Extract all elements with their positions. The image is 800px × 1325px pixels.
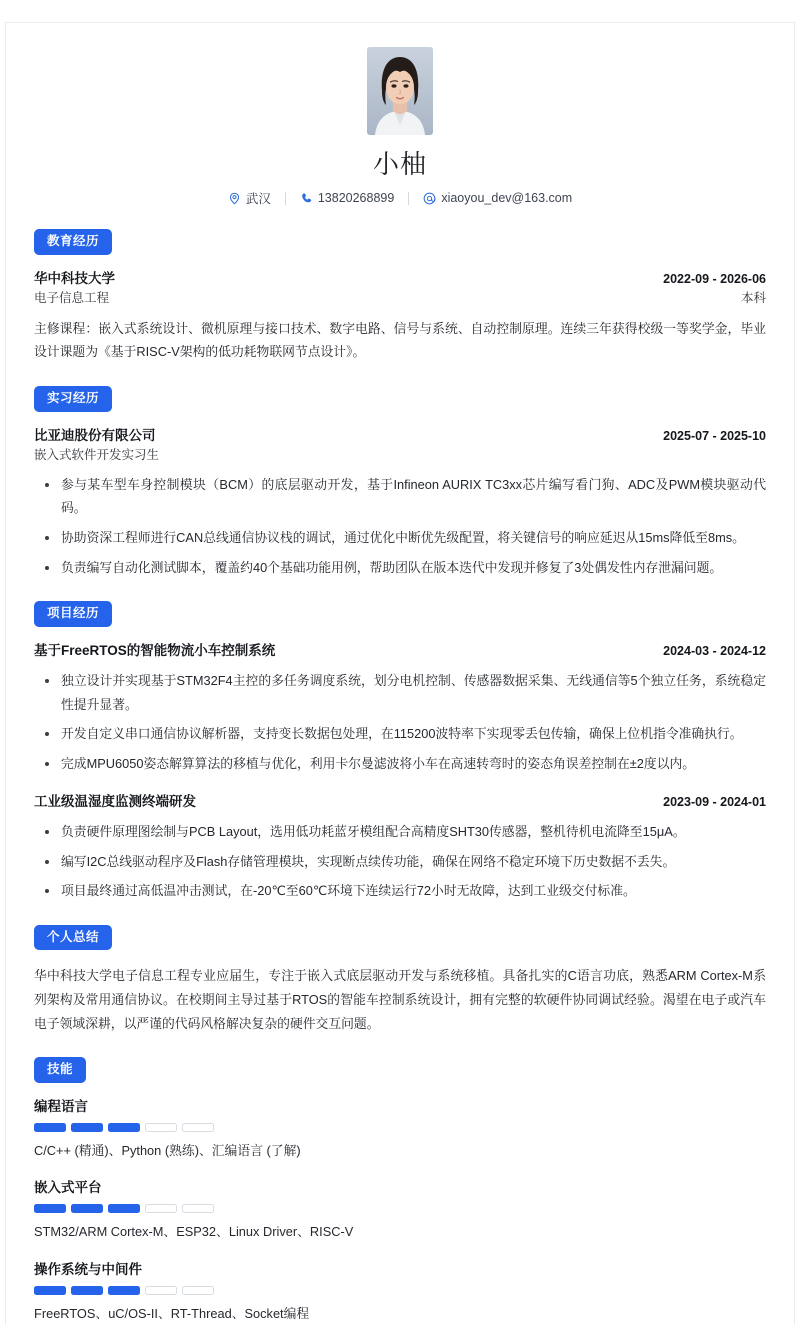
skill-segment-filled	[108, 1204, 140, 1213]
skill-segment-filled	[108, 1286, 140, 1295]
skill-segment-filled	[108, 1123, 140, 1132]
education-entry	[34, 269, 766, 364]
section-badge-projects: 项目经历	[34, 601, 112, 627]
education-degree: 本科	[740, 290, 766, 305]
list-item: 完成MPU6050姿态解算算法的移植与优化，利用卡尔曼滤波将小车在高速转弯时的姿态角误差控制在±2度以内。	[34, 752, 766, 776]
resume-page	[5, 22, 795, 1325]
project-entry	[34, 641, 766, 776]
contact-bar	[34, 189, 766, 207]
skill-segment-filled	[71, 1123, 103, 1132]
section-skills	[34, 1057, 766, 1324]
list-item: 参与某车型车身控制模块（BCM）的底层驱动开发，基于Infineon AURIX TC3xx芯片编写看门狗、ADC及PWM模块驱动代码。	[34, 473, 766, 520]
skill-rating	[34, 1204, 766, 1213]
section-education	[34, 229, 766, 364]
internship-entry	[34, 426, 766, 580]
skill-name: 嵌入式平台	[34, 1180, 102, 1196]
education-major: 电子信息工程	[34, 290, 110, 305]
contact-phone-text: 13820268899	[317, 191, 395, 206]
section-summary	[34, 925, 766, 1036]
project-bullets	[34, 820, 766, 903]
list-item: 协助资深工程师进行CAN总线通信协议栈的调试，通过优化中断优先级配置，将关键信号的响应延迟从15ms降低至8ms。	[34, 526, 766, 550]
contact-email-text: xiaoyou_dev@163.com	[441, 191, 573, 206]
internship-bullets	[34, 473, 766, 580]
project-date: 2023-09 - 2024-01	[663, 794, 766, 809]
skill-name: 编程语言	[34, 1098, 88, 1114]
section-projects	[34, 601, 766, 903]
contact-email	[409, 191, 586, 205]
skill-segment-filled	[34, 1286, 66, 1295]
skill-segment-filled	[71, 1286, 103, 1295]
project-date: 2024-03 - 2024-12	[663, 643, 766, 658]
summary-text: 华中科技大学电子信息工程专业应届生，专注于嵌入式底层驱动开发与系统移植。具备扎实的C语言功底，熟悉ARM Cortex-M系列架构及常用通信协议。在校期间主导过基于RTOS的智能车控制系统设计，拥有完整的软硬件协同调试经验。渴望在电子或汽车电子领域深耕，以严谨的代码风格解决复杂的硬件交互问题。	[34, 968, 766, 1031]
skill-segment-empty	[182, 1204, 214, 1213]
skill-description: FreeRTOS、uC/OS-II、RT-Thread、Socket编程	[34, 1305, 310, 1321]
skill-block	[34, 1178, 766, 1243]
skill-rating	[34, 1123, 766, 1132]
list-item: 独立设计并实现基于STM32F4主控的多任务调度系统，划分电机控制、传感器数据采集、无线通信等5个独立任务，系统稳定性提升显著。	[34, 669, 766, 716]
resume-header	[34, 23, 766, 207]
contact-phone	[286, 191, 408, 205]
project-entry	[34, 792, 766, 903]
list-item: 项目最终通过高低温冲击测试，在-20℃至60℃环境下连续运行72小时无故障，达到工业级交付标准。	[34, 879, 766, 903]
project-title: 工业级温湿度监测终端研发	[34, 793, 196, 809]
section-badge-internship: 实习经历	[34, 386, 112, 412]
section-badge-skills: 技能	[34, 1057, 86, 1083]
section-internship	[34, 386, 766, 579]
section-badge-education: 教育经历	[34, 229, 112, 255]
skill-description: C/C++ (精通)、Python (熟练)、汇编语言 (了解)	[34, 1143, 301, 1159]
skill-segment-empty	[182, 1286, 214, 1295]
project-title: 基于FreeRTOS的智能物流小车控制系统	[34, 642, 276, 658]
skill-segment-empty	[145, 1204, 177, 1213]
skill-segment-filled	[34, 1123, 66, 1132]
list-item: 开发自定义串口通信协议解析器，支持变长数据包处理，在115200波特率下实现零丢包传输，确保上位机指令准确执行。	[34, 722, 766, 746]
internship-role: 嵌入式软件开发实习生	[34, 447, 160, 462]
email-icon	[423, 192, 436, 205]
avatar	[367, 47, 433, 135]
contact-location-text: 武汉	[245, 192, 271, 207]
skill-description: STM32/ARM Cortex-M、ESP32、Linux Driver、RISC-V	[34, 1224, 354, 1240]
skill-segment-empty	[182, 1123, 214, 1132]
phone-icon	[300, 192, 313, 205]
education-description: 主修课程：嵌入式系统设计、微机原理与接口技术、数字电路、信号与系统、自动控制原理。连续三年获得校级一等奖学金，毕业设计课题为《基于RISC-V架构的低功耗物联网节点设计》。	[34, 320, 766, 360]
education-date: 2022-09 - 2026-06	[663, 271, 766, 286]
education-school: 华中科技大学	[34, 270, 115, 286]
internship-date: 2025-07 - 2025-10	[663, 428, 766, 443]
project-bullets	[34, 669, 766, 776]
list-item: 编写I2C总线驱动程序及Flash存储管理模块，实现断点续传功能，确保在网络不稳定环境下历史数据不丢失。	[34, 850, 766, 874]
location-pin-icon	[228, 192, 241, 205]
list-item: 负责编写自动化测试脚本，覆盖约40个基础功能用例，帮助团队在版本迭代中发现并修复了3处偶发性内存泄漏问题。	[34, 556, 766, 580]
contact-location	[214, 189, 285, 207]
skill-rating	[34, 1286, 766, 1295]
skill-segment-empty	[145, 1123, 177, 1132]
page-title: 小柚	[372, 149, 427, 179]
internship-company: 比亚迪股份有限公司	[34, 427, 156, 443]
skill-segment-filled	[71, 1204, 103, 1213]
skill-name: 操作系统与中间件	[34, 1261, 142, 1277]
skill-block	[34, 1260, 766, 1325]
list-item: 负责硬件原理图绘制与PCB Layout，选用低功耗蓝牙模组配合高精度SHT30传感器，整机待机电流降至15μA。	[34, 820, 766, 844]
section-badge-summary: 个人总结	[34, 925, 112, 951]
skill-segment-filled	[34, 1204, 66, 1213]
skill-segment-empty	[145, 1286, 177, 1295]
